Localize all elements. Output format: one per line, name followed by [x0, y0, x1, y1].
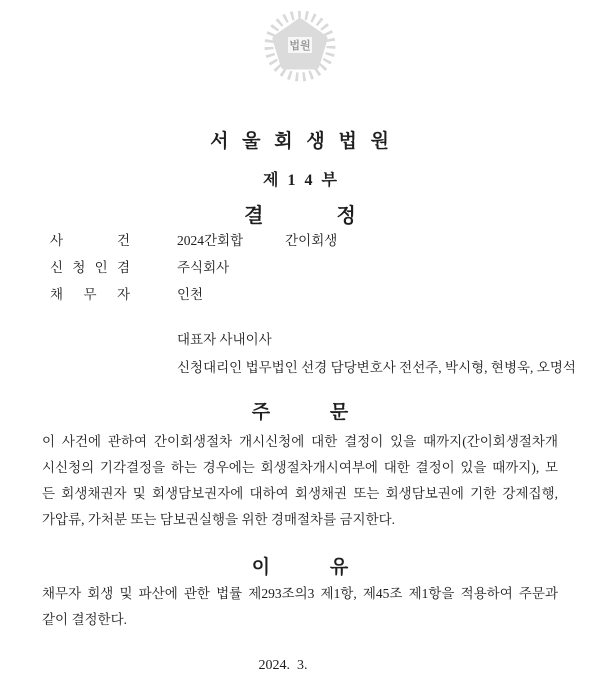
order-paragraph [42, 429, 558, 533]
case-label: 사 건 [50, 233, 130, 248]
order-section-title: 주 문 [251, 402, 349, 423]
case-row-applicant [50, 256, 337, 283]
court-seal-emblem [262, 11, 338, 89]
order-line-2: 시신청의 기각결정을 하는 경우에는 회생절차개시여부에 대한 결정이 있을 때까지), 모 [42, 460, 558, 475]
applicant-name: 주식회사 [177, 260, 230, 275]
case-name: 간이회생 [285, 233, 338, 248]
seal-text: 법원 [289, 40, 311, 52]
case-info-table [50, 229, 337, 310]
reason-paragraph [42, 581, 558, 633]
applicant-label: 신 청 인 겸 [50, 260, 130, 275]
division-number: 제 1 4 부 [263, 172, 337, 189]
decision-date: 2024. 3. [258, 658, 308, 673]
case-number: 2024간회합 [177, 233, 244, 248]
reason-section-title: 이 유 [251, 557, 349, 578]
debtor-name: 인천 [177, 287, 204, 302]
reason-line-1: 채무자 회생 및 파산에 관한 법률 제293조의3 제1항, 제45조 제1항을 적용하여 주문과 [42, 586, 558, 601]
debtor-label: 채 무 자 [50, 287, 130, 302]
court-name-title: 서 울 회 생 법 원 [210, 131, 390, 152]
attorney-line: 신청대리인 법무법인 선경 담당변호사 전선주, 박시형, 현병욱, 오명석 [177, 360, 576, 375]
representative-line: 대표자 사내이사 [177, 332, 272, 347]
order-line-4: 가압류, 가처분 또는 담보권실행을 위한 경매절차를 금지한다. [42, 512, 396, 527]
order-line-3: 든 회생채권자 및 회생담보권자에 대하여 회생채권 또는 회생담보권에 기한 강제집행, [42, 486, 558, 501]
reason-line-2: 같이 결정한다. [42, 612, 127, 627]
representative-block [177, 326, 576, 382]
order-line-1: 이 사건에 관하여 간이회생절차 개시신청에 대한 결정이 있을 때까지(간이회생절차개 [42, 434, 558, 449]
court-seal [262, 11, 338, 94]
case-row-debtor [50, 283, 337, 310]
case-row-case [50, 229, 337, 256]
document-type-title: 결 정 [244, 205, 356, 227]
